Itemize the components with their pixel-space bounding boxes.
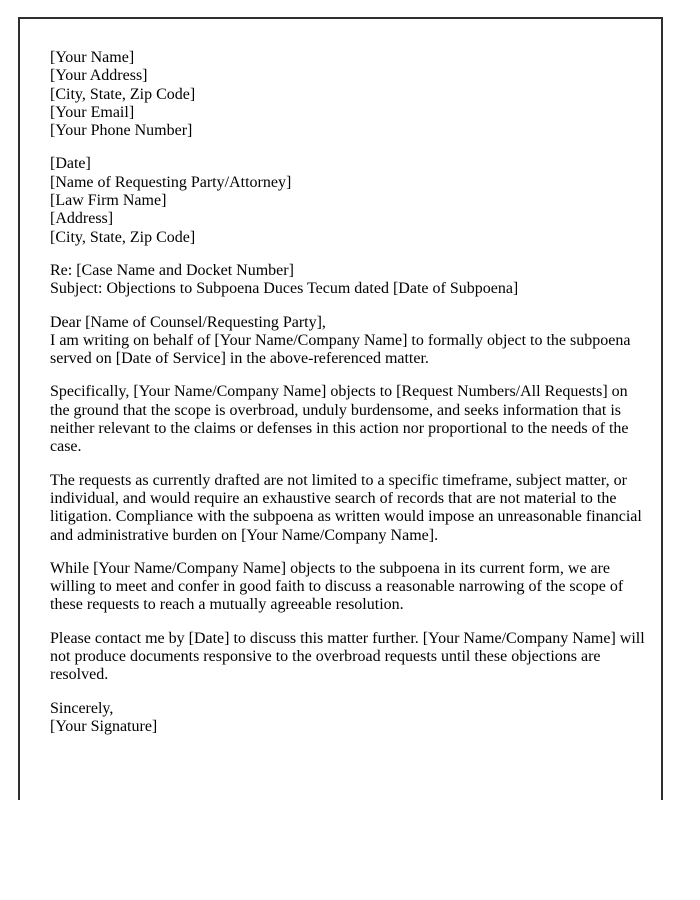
recipient-address-block [50, 174, 651, 247]
sender-address-block [50, 49, 651, 140]
date-line: [Date] [50, 155, 91, 173]
body-paragraph: While [Your Name/Company Name] objects to the subpoena in its current form, we are willing to meet and confer in good faith to discuss a reasonable narrowing of the scope of these requests to reach a mutually agreeable resolution. [50, 559, 624, 614]
sender-address-line: [Your Name] [50, 49, 135, 66]
recipient-address-line: [Address] [50, 210, 114, 228]
body-paragraph: Specifically, [Your Name/Company Name] objects to [Request Numbers/All Requests] on the ground that the scope is overbroad, unduly burdensome, and seeks information that is neither relevant to the claims or defenses in this action nor proportional to the needs of the case. [50, 383, 629, 456]
body-paragraph: Please contact me by [Date] to discuss this matter further. [Your Name/Company Name] will not produce documents responsive to the overbroad requests until these objections are resolved. [50, 629, 645, 684]
reference-line: Subject: Objections to Subpoena Duces Tecum dated [Date of Subpoena] [50, 280, 519, 298]
body-paragraph: I am writing on behalf of [Your Name/Company Name] to formally object to the subpoena served on [Date of Service] in the above-referenced matter. [50, 331, 631, 368]
body-paragraph: The requests as currently drafted are not limited to a specific timeframe, subject matter, or individual, and would require an exhaustive search of records that are not material to the litigation. Compliance with the subpoena as written would impose an unreasonable financial and administrative burden on [Your Name/Company Name]. [50, 471, 642, 544]
reference-block [50, 262, 651, 299]
sender-address-line: [Your Address] [50, 67, 148, 85]
letter-page [18, 17, 663, 800]
sender-address-line: [City, State, Zip Code] [50, 85, 196, 103]
signature-placeholder-line: [Your Signature] [50, 717, 158, 735]
recipient-address-line: [City, State, Zip Code] [50, 228, 196, 246]
sender-address-line: [Your Email] [50, 103, 135, 121]
recipient-address-line: [Name of Requesting Party/Attorney] [50, 173, 292, 191]
reference-line: Re: [Case Name and Docket Number] [50, 261, 294, 279]
recipient-address-line: [Law Firm Name] [50, 192, 167, 210]
salutation-line: Dear [Name of Counsel/Requesting Party], [50, 313, 326, 331]
closing-line: Sincerely, [50, 699, 114, 717]
letter-body [50, 332, 651, 685]
sender-address-line: [Your Phone Number] [50, 122, 193, 140]
